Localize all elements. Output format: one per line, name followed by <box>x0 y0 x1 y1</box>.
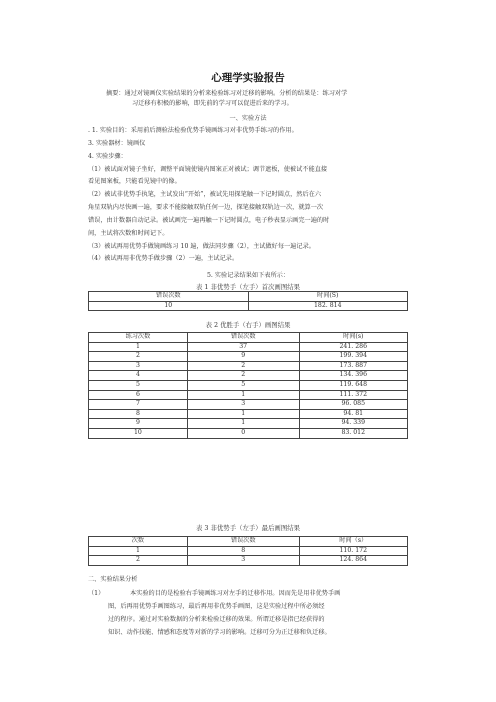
table-cell: 94. 81 <box>299 409 407 419</box>
table-header-cell: 练习次数 <box>89 333 188 343</box>
table-header-cell: 错误次数 <box>187 537 299 547</box>
section-heading-analysis: 二、实验结果分析 <box>88 576 138 583</box>
method-line: 4. 实验步骤： <box>88 153 127 160</box>
table-cell: 119. 648 <box>299 380 407 390</box>
table-row <box>89 380 408 390</box>
table-cell: 111. 372 <box>299 390 407 400</box>
table3-caption: 表 3 非优势手（左手）最后画图结果 <box>196 524 300 532</box>
table-header-cell: 错误次数 <box>187 333 299 343</box>
table-cell: 2 <box>89 352 188 362</box>
table-header-cell: 时间(s) <box>299 333 407 343</box>
table-cell: 6 <box>89 390 188 400</box>
table-row <box>89 419 408 429</box>
table-cell: 37 <box>187 342 299 352</box>
method-line: （2）被试非优势手执笔，主试发出“开始”，被试先用探笔触一下记时圆点，然后在六 <box>88 191 322 198</box>
table-cell: 124. 864 <box>299 556 407 566</box>
method-line: 间，主试将次数和时间记下。 <box>88 230 169 237</box>
table-cell: 199. 394 <box>299 352 407 362</box>
table3 <box>88 536 408 566</box>
table-cell: 173. 887 <box>299 361 407 371</box>
analysis-marker: （1） <box>88 590 105 597</box>
analysis-line: 过的程序。通过对实验数据的分析来检验迁移的效果。所谓迁移是指已经获得的 <box>108 616 325 623</box>
analysis-line: 图，后再用优势手画图练习，最后再用非优势手画图，这是实验过程中所必须经 <box>108 603 325 610</box>
table-row <box>89 371 408 381</box>
table-cell: 2 <box>89 556 188 566</box>
table-header-row <box>89 537 408 547</box>
table-header-row <box>89 333 408 343</box>
table-cell: 8 <box>89 409 188 419</box>
table2 <box>88 332 408 439</box>
table-row <box>89 400 408 410</box>
table-cell: 2 <box>187 361 299 371</box>
table-cell: 3 <box>187 400 299 410</box>
page-title: 心理学实验报告 <box>211 72 285 84</box>
method-line: . 1. 实验目的：采用前后测验法检验优势手镜画练习对非优势手练习的作用。 <box>88 127 298 134</box>
table-cell: 134. 396 <box>299 371 407 381</box>
table-header-cell: 时间（s） <box>299 537 407 547</box>
method-line: 错误，由计数器自动记录。被试画完一遍再触一下记时圆点，电子秒表显示画完一遍的时 <box>88 217 330 224</box>
method-line: 角星双轨内尽快画一遍，要求不能接触双轨任何一边，探笔接触双轨边一次，就算一次 <box>88 204 324 211</box>
section-heading-methods: 一、实验方法 <box>229 115 267 122</box>
table-cell: 0 <box>187 428 299 438</box>
table-cell: 1 <box>89 546 188 556</box>
table-header-cell: 错误次数 <box>89 292 249 302</box>
table-cell: 1 <box>187 390 299 400</box>
table-header-cell: 时间(S) <box>248 292 408 302</box>
table-cell: 96. 085 <box>299 400 407 410</box>
results-intro: 5. 实验记录结果如下表所示： <box>206 272 290 279</box>
table-cell: 1 <box>187 419 299 429</box>
abstract-line-1: 摘要：通过对镜画仪实验结果的分析来检验练习对迁移的影响。分析的结果是：练习对学 <box>106 90 348 97</box>
table-row <box>89 352 408 362</box>
table-cell: 110. 172 <box>299 546 407 556</box>
table-cell: 182. 814 <box>248 301 408 311</box>
table-row <box>89 409 408 419</box>
table-cell: 94. 339 <box>299 419 407 429</box>
table-cell: 8 <box>187 546 299 556</box>
table-row <box>89 342 408 352</box>
abstract-line-2: 习迁移有积极的影响，即先前的学习可以促进后来的学习。 <box>132 100 293 107</box>
table-row <box>89 390 408 400</box>
table-cell: 1 <box>187 409 299 419</box>
method-line: （3）被试再用优势手做镜画练习 10 遍，做法同步骤（2），主试做好每一遍记录。 <box>88 243 315 250</box>
table-cell: 10 <box>89 428 188 438</box>
table-row <box>89 556 408 566</box>
table2-caption: 表 2 优胜手（右手）画图结果 <box>205 321 291 329</box>
analysis-line: 知识、动作技能、情感和态度等对新的学习的影响。迁移可分为正迁移和负迁移。 <box>108 629 331 636</box>
table1-caption: 表 1 非优势手（左手）首次画图结果 <box>196 283 300 291</box>
method-line: 看见图案板，只能看见镜中的像。 <box>88 178 181 185</box>
table-cell: 5 <box>187 380 299 390</box>
table-cell: 2 <box>187 371 299 381</box>
table-cell: 1 <box>89 342 188 352</box>
table-cell: 3 <box>89 361 188 371</box>
table-cell: 10 <box>89 301 249 311</box>
table-cell: 7 <box>89 400 188 410</box>
method-line: （4）被试再用非优势手做步骤（2）一遍，主试记录。 <box>88 255 239 262</box>
table-row <box>89 301 408 311</box>
analysis-line: 本实验的目的是检验右手镜画练习对左手的迁移作用。因而先是用非优势手画 <box>130 590 341 597</box>
table-row <box>89 361 408 371</box>
method-line: （1）被试面对镜子坐好，调整平面镜使镜内图案正对被试；调节遮板，使被试不能直接 <box>88 166 328 173</box>
table1 <box>88 291 408 311</box>
table-cell: 9 <box>187 352 299 362</box>
table-header-row <box>89 292 408 302</box>
table-header-cell: 次数 <box>89 537 188 547</box>
table-cell: 5 <box>89 380 188 390</box>
table-cell: 4 <box>89 371 188 381</box>
table-cell: 83. 012 <box>299 428 407 438</box>
table-row <box>89 546 408 556</box>
table-cell: 241. 286 <box>299 342 407 352</box>
table-row <box>89 428 408 438</box>
table-cell: 9 <box>89 419 188 429</box>
method-line: 3. 实验器材：镜画仪 <box>88 140 146 147</box>
table-cell: 3 <box>187 556 299 566</box>
